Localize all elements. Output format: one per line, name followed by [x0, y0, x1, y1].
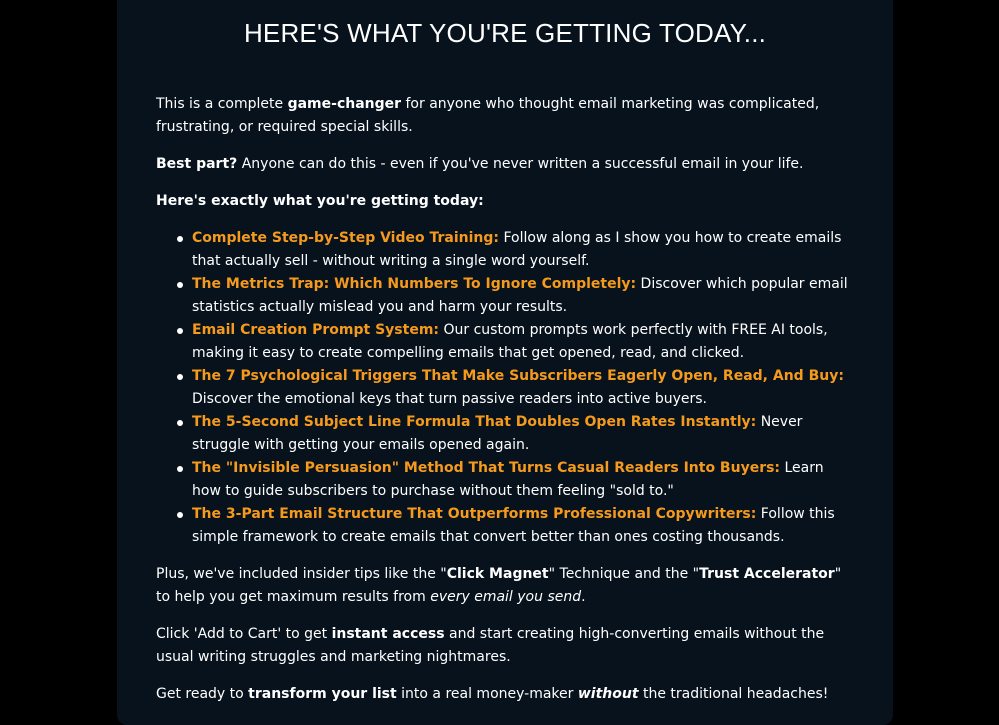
tips-text-3: " to help you get maximum results from — [156, 566, 842, 605]
cta-text-2: and start creating high-converting emails without the usual writing struggles and marketing nightmares. — [156, 626, 825, 665]
tips-trust-accelerator: Trust Accelerator — [699, 566, 835, 582]
item-title: Complete Step-by-Step Video Training: — [192, 230, 499, 246]
section-heading: HERE'S WHAT YOU'RE GETTING TODAY... — [243, 18, 767, 48]
tips-text-4: . — [581, 589, 586, 605]
item-text: Learn how to guide subscribers to purchase without them feeling "sold to." — [192, 460, 824, 499]
intro-text-end: for anyone who thought email marketing was complicated, frustrating, or required special skills. — [156, 96, 820, 135]
closing-text-3: the traditional headaches! — [638, 686, 829, 702]
list-item — [192, 273, 856, 319]
list-item — [192, 411, 856, 457]
item-title: The 7 Psychological Triggers That Make Subscribers Eagerly Open, Read, And Buy: — [192, 368, 844, 384]
intro-emphasis: game-changer — [287, 96, 402, 112]
item-text: Follow along as I show you how to create emails that actually sell - without writing a single word yourself. — [192, 230, 842, 269]
intro-paragraph — [156, 93, 856, 139]
list-item — [192, 457, 856, 503]
list-item — [192, 503, 856, 549]
cta-paragraph — [156, 623, 856, 669]
closing-transform: transform your list — [248, 686, 397, 702]
list-item — [192, 365, 856, 411]
closing-text-2: into a real money-maker — [396, 686, 578, 702]
item-title: The "Invisible Persuasion" Method That Turns Casual Readers Into Buyers: — [192, 460, 781, 476]
item-title: Email Creation Prompt System: — [192, 322, 440, 338]
cta-text-1: Click 'Add to Cart' to get — [156, 626, 332, 642]
tips-italic: every email you send — [430, 589, 582, 605]
item-text: Follow this simple framework to create emails that convert better than ones costing thousands. — [192, 506, 835, 545]
best-part-paragraph — [156, 153, 856, 176]
section-content — [156, 93, 856, 720]
tips-paragraph — [156, 563, 856, 609]
cta-instant-access: instant access — [331, 626, 445, 642]
item-text: Discover the emotional keys that turn passive readers into active buyers. — [192, 391, 707, 407]
item-title: The Metrics Trap: Which Numbers To Ignore Completely: — [192, 276, 637, 292]
tips-text-2: " Technique and the " — [548, 566, 700, 582]
closing-without: without — [577, 686, 639, 702]
closing-text-1: Get ready to — [156, 686, 249, 702]
list-heading — [156, 190, 856, 213]
item-text: Never struggle with getting your emails opened again. — [192, 414, 803, 453]
best-part-text: Anyone can do this - even if you've never written a successful email in your life. — [237, 156, 804, 172]
list-item — [192, 319, 856, 365]
tips-text-1: Plus, we've included insider tips like the " — [156, 566, 447, 582]
best-part-label: Best part? — [156, 156, 238, 172]
closing-paragraph — [156, 683, 856, 706]
tips-click-magnet: Click Magnet — [446, 566, 549, 582]
item-text: Our custom prompts work perfectly with FREE AI tools, making it easy to create compelling emails that get opened, read, and clicked. — [192, 322, 828, 361]
sales-section-panel — [117, 0, 893, 725]
item-text: Discover which popular email statistics actually mislead you and harm your results. — [192, 276, 848, 315]
list-item — [192, 227, 856, 273]
intro-text-start: This is a complete — [156, 96, 288, 112]
item-title: The 3-Part Email Structure That Outperforms Professional Copywriters: — [192, 506, 757, 522]
list-heading-text: Here's exactly what you're getting today: — [156, 193, 484, 209]
benefits-list — [156, 227, 856, 549]
item-title: The 5-Second Subject Line Formula That Doubles Open Rates Instantly: — [192, 414, 757, 430]
